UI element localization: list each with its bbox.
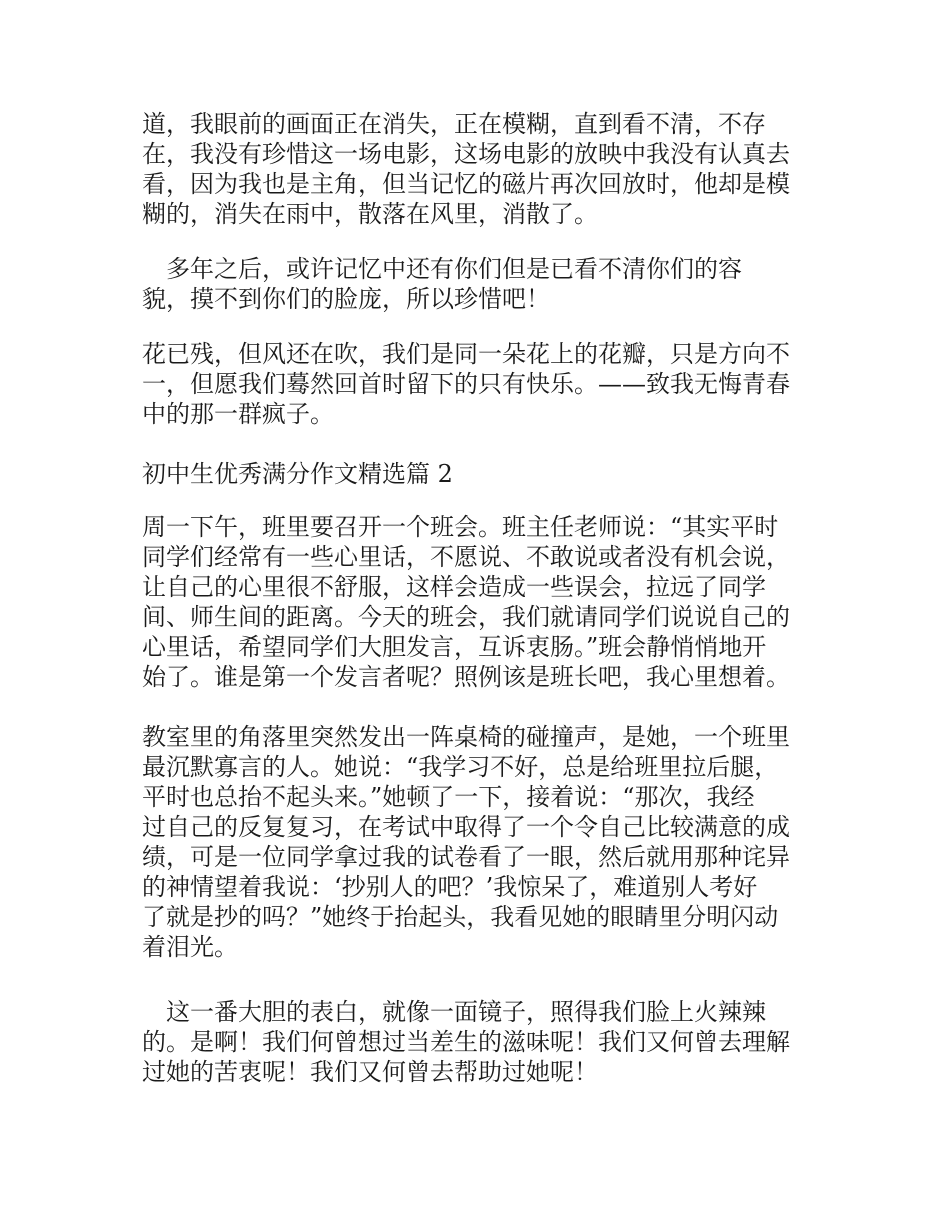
paragraph-3: [142, 339, 812, 429]
paragraph-1: [142, 109, 812, 229]
paragraph-4: [142, 512, 812, 692]
text-line: 了就是抄的吗？”她终于抬起头，我看见她的眼睛里分明闪动: [142, 903, 779, 931]
heading-text: 初中生优秀满分作文精选篇 2: [142, 460, 453, 488]
text-line: 着泪光。: [142, 933, 238, 961]
paragraph-6: [142, 997, 812, 1087]
text-line: 多年之后，或许记忆中还有你们但是已看不清你们的容: [142, 255, 742, 283]
text-line: 这一番大胆的表白，就像一面镜子，照得我们脸上火辣辣: [142, 998, 766, 1026]
paragraph-5: [142, 722, 812, 962]
text-line: 让自己的心里很不舒服，这样会造成一些误会，拉远了同学: [142, 573, 766, 601]
text-line: 周一下午，班里要召开一个班会。班主任老师说：“其实平时: [142, 513, 779, 541]
paragraph-2: [142, 254, 812, 314]
text-line: 一，但愿我们蓦然回首时留下的只有快乐。——致我无悔青春: [142, 370, 790, 398]
text-line: 心里话，希望同学们大胆发言，互诉衷肠。”班会静悄悄地开: [142, 633, 767, 661]
text-line: 始了。谁是第一个发言者呢？照例该是班长吧，我心里想着。: [142, 663, 790, 691]
text-line: 过自己的反复复习，在考试中取得了一个令自己比较满意的成: [142, 813, 790, 841]
text-line: 看，因为我也是主角，但当记忆的磁片再次回放时，他却是模: [142, 170, 790, 198]
text-line: 同学们经常有一些心里话，不愿说、不敢说或者没有机会说，: [142, 543, 790, 571]
text-line: 糊的，消失在雨中，散落在风里，消散了。: [142, 200, 598, 228]
text-line: 教室里的角落里突然发出一阵桌椅的碰撞声，是她，一个班里: [142, 723, 790, 751]
text-line: 道，我眼前的画面正在消失，正在模糊，直到看不清，不存: [142, 110, 766, 138]
text-line: 过她的苦衷呢！我们又何曾去帮助过她呢！: [142, 1058, 598, 1086]
section-heading: [142, 459, 812, 489]
text-line: 绩，可是一位同学拿过我的试卷看了一眼，然后就用那种诧异: [142, 843, 790, 871]
text-line: 平时也总抬不起头来。”她顿了一下，接着说：“那次，我经: [142, 783, 755, 811]
text-line: 貌，摸不到你们的脸庞，所以珍惜吧！: [142, 285, 550, 313]
text-line: 的。是啊！我们何曾想过当差生的滋味呢！我们又何曾去理解: [142, 1028, 790, 1056]
text-line: 最沉默寡言的人。她说：“我学习不好，总是给班里拉后腿，: [142, 753, 779, 781]
text-line: 中的那一群疯子。: [142, 400, 334, 428]
text-line: 在，我没有珍惜这一场电影，这场电影的放映中我没有认真去: [142, 140, 790, 168]
text-line: 的神情望着我说：‘抄别人的吧？’我惊呆了，难道别人考好: [142, 873, 758, 901]
text-line: 花已残，但风还在吹，我们是同一朵花上的花瓣，只是方向不: [142, 340, 790, 368]
text-line: 间、师生间的距离。今天的班会，我们就请同学们说说自己的: [142, 603, 790, 631]
